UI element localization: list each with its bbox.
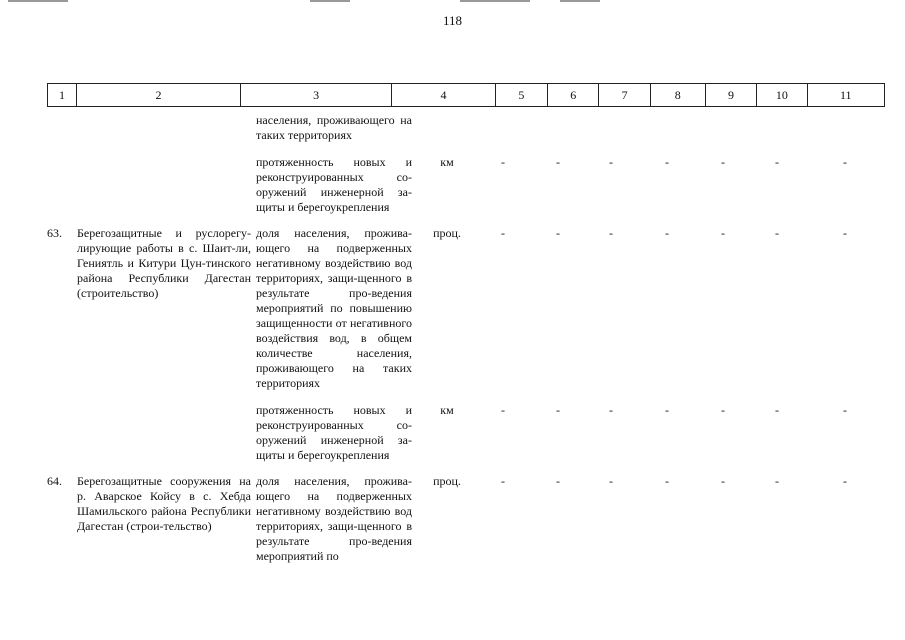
indicator-text: протяженность новых и реконструированных со-оружений инженерной за-щиты и берегоукрепления: [256, 403, 412, 462]
unit-text: км: [440, 403, 454, 417]
value-cell: -: [843, 155, 847, 169]
object-text: Берегозащитные сооружения на р. Аварское Койсу в с. Хебда Шамильского района Республики Дагестан (строи-тельство): [77, 474, 251, 533]
indicator-text: протяженность новых и реконструированных со-оружений инженерной за-щиты и берегоукрепления: [256, 155, 412, 214]
table-header: [47, 83, 885, 107]
unit-text: км: [440, 155, 454, 169]
value-cell: -: [843, 403, 847, 417]
value-cell: -: [775, 226, 779, 240]
value-cell: -: [721, 226, 725, 240]
col-header: 2: [76, 84, 240, 106]
value-cell: -: [501, 226, 505, 240]
col-header: 11: [807, 84, 884, 106]
object-text: Берегозащитные и руслорегу-лирующие работы в с. Шаит-ли, Гениятль и Китури Цун-тинского района Республики Дагестан (строительство): [77, 226, 251, 300]
unit-text: проц.: [433, 474, 461, 488]
top-edge-mark: [8, 0, 68, 2]
value-cell: -: [556, 403, 560, 417]
col-header: 5: [495, 84, 547, 106]
value-cell: -: [609, 474, 613, 488]
col-header: 4: [391, 84, 495, 106]
value-cell: -: [556, 226, 560, 240]
value-cell: -: [665, 474, 669, 488]
value-cell: -: [665, 226, 669, 240]
value-cell: -: [843, 226, 847, 240]
col-header: 8: [650, 84, 705, 106]
col-header: 9: [705, 84, 756, 106]
value-cell: -: [665, 403, 669, 417]
col-header: 3: [240, 84, 391, 106]
indicator-text: доля населения, прожива-ющего на подверженных негативному воздействию вод территориях, защи-щенного в результате про-ведения мероприятий по: [256, 474, 412, 563]
indicator-text: населения, проживающего на таких территориях: [256, 113, 412, 142]
unit-text: проц.: [433, 226, 461, 240]
value-cell: -: [609, 403, 613, 417]
value-cell: -: [721, 155, 725, 169]
value-cell: -: [775, 474, 779, 488]
col-header: 1: [58, 87, 65, 102]
value-cell: -: [665, 155, 669, 169]
row-number: 63.: [47, 226, 62, 240]
col-header: 7: [598, 84, 649, 106]
value-cell: -: [775, 155, 779, 169]
value-cell: -: [501, 155, 505, 169]
value-cell: -: [501, 474, 505, 488]
col-header: 6: [547, 84, 598, 106]
page-number: 118: [442, 13, 463, 28]
value-cell: -: [501, 403, 505, 417]
value-cell: -: [556, 474, 560, 488]
value-cell: -: [775, 403, 779, 417]
value-cell: -: [609, 226, 613, 240]
col-header: 10: [756, 84, 806, 106]
value-cell: -: [609, 155, 613, 169]
indicator-text: доля населения, прожива-ющего на подверженных негативному воздействию вод территориях, защи-щенного в результате про-ведения мероприятий по повышению защищенности от негативного воздействия вод, в общем количестве населения, проживающего на таких территориях: [256, 226, 412, 390]
value-cell: -: [721, 403, 725, 417]
value-cell: -: [721, 474, 725, 488]
top-edge-mark: [310, 0, 350, 2]
top-edge-mark: [460, 0, 530, 2]
row-number: 64.: [47, 474, 62, 488]
value-cell: -: [556, 155, 560, 169]
value-cell: -: [843, 474, 847, 488]
top-edge-mark: [560, 0, 600, 2]
